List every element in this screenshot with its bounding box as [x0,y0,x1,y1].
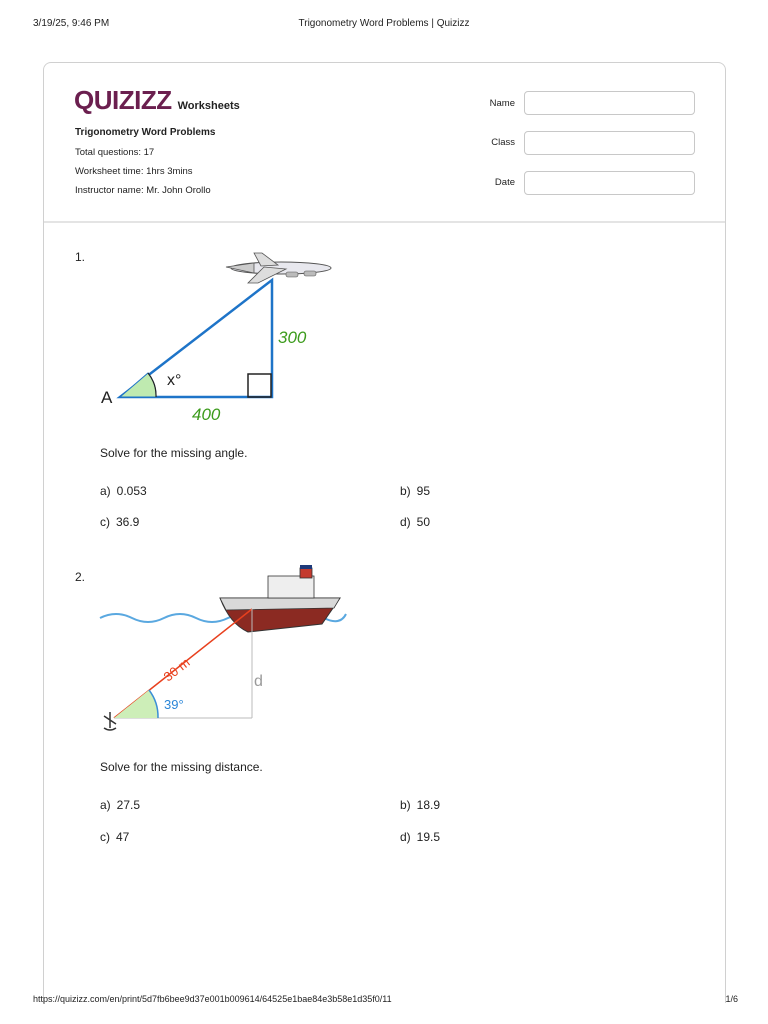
option-value: 18.9 [416,798,441,812]
option-letter: a) [100,484,111,498]
opposite-label: 300 [278,328,307,347]
option-value: 0.053 [116,484,147,498]
print-date: 3/19/25, 9:46 PM [33,18,110,29]
question-2-option-b[interactable] [400,798,440,812]
date-label: Date [494,177,515,188]
question-2-option-c[interactable] [100,830,129,844]
anchor-icon [104,712,116,730]
worksheet-card [43,62,726,1003]
side-label: d [254,673,263,690]
question-1-option-d[interactable] [400,515,430,529]
option-value: 27.5 [116,798,141,812]
question-2-text: Solve for the missing distance. [100,760,263,774]
option-letter: d) [400,515,411,529]
adjacent-label: 400 [192,405,221,424]
name-label: Name [489,98,515,109]
question-2-figure [96,562,356,742]
hypotenuse-label: 30 m [160,654,193,685]
print-footer [0,994,768,1008]
option-value: 36.9 [116,515,140,529]
total-questions: Total questions: 17 [75,147,155,158]
question-1-option-b[interactable] [400,484,430,498]
logo-wordmark: QUIZIZZ [74,85,172,115]
worksheet-time: Worksheet time: 1hrs 3mins [75,166,193,177]
option-value: 95 [416,484,431,498]
date-field[interactable] [524,171,695,195]
worksheet-title: Trigonometry Word Problems [75,127,216,138]
name-field[interactable] [524,91,695,115]
print-title: Trigonometry Word Problems | Quizizz [298,18,470,29]
print-header [0,18,768,34]
question-1-option-a[interactable] [100,484,147,498]
question-1-option-c[interactable] [100,515,139,529]
question-1-text: Solve for the missing angle. [100,446,248,460]
vertex-label: A [101,388,113,407]
option-letter: c) [100,830,110,844]
option-value: 50 [416,515,431,529]
question-1-number: 1. [75,250,86,264]
question-2-option-a[interactable] [100,798,140,812]
worksheet-header [44,63,725,223]
option-letter: d) [400,830,411,844]
question-1-figure [96,245,346,430]
class-field[interactable] [524,131,695,155]
ship-icon [220,565,340,632]
angle-label: x° [167,372,182,389]
angle-label: 39° [164,697,184,712]
question-2-number: 2. [75,570,86,584]
class-label: Class [491,137,515,148]
page-number: 1/6 [725,994,738,1004]
print-url: https://quizizz.com/en/print/5d7fb6bee9d37e001b009614/64525e1bae84e3b58e1d35f0/11 [33,994,392,1004]
option-value: 47 [116,830,130,844]
option-letter: c) [100,515,110,529]
question-2-option-d[interactable] [400,830,440,844]
option-letter: a) [100,798,111,812]
instructor-name: Instructor name: Mr. John Orollo [75,185,211,196]
logo-subtitle: Worksheets [177,100,240,112]
option-value: 19.5 [416,830,441,844]
option-letter: b) [400,484,411,498]
quizizz-logo [74,85,240,116]
option-letter: b) [400,798,411,812]
airplane-icon [226,253,331,283]
